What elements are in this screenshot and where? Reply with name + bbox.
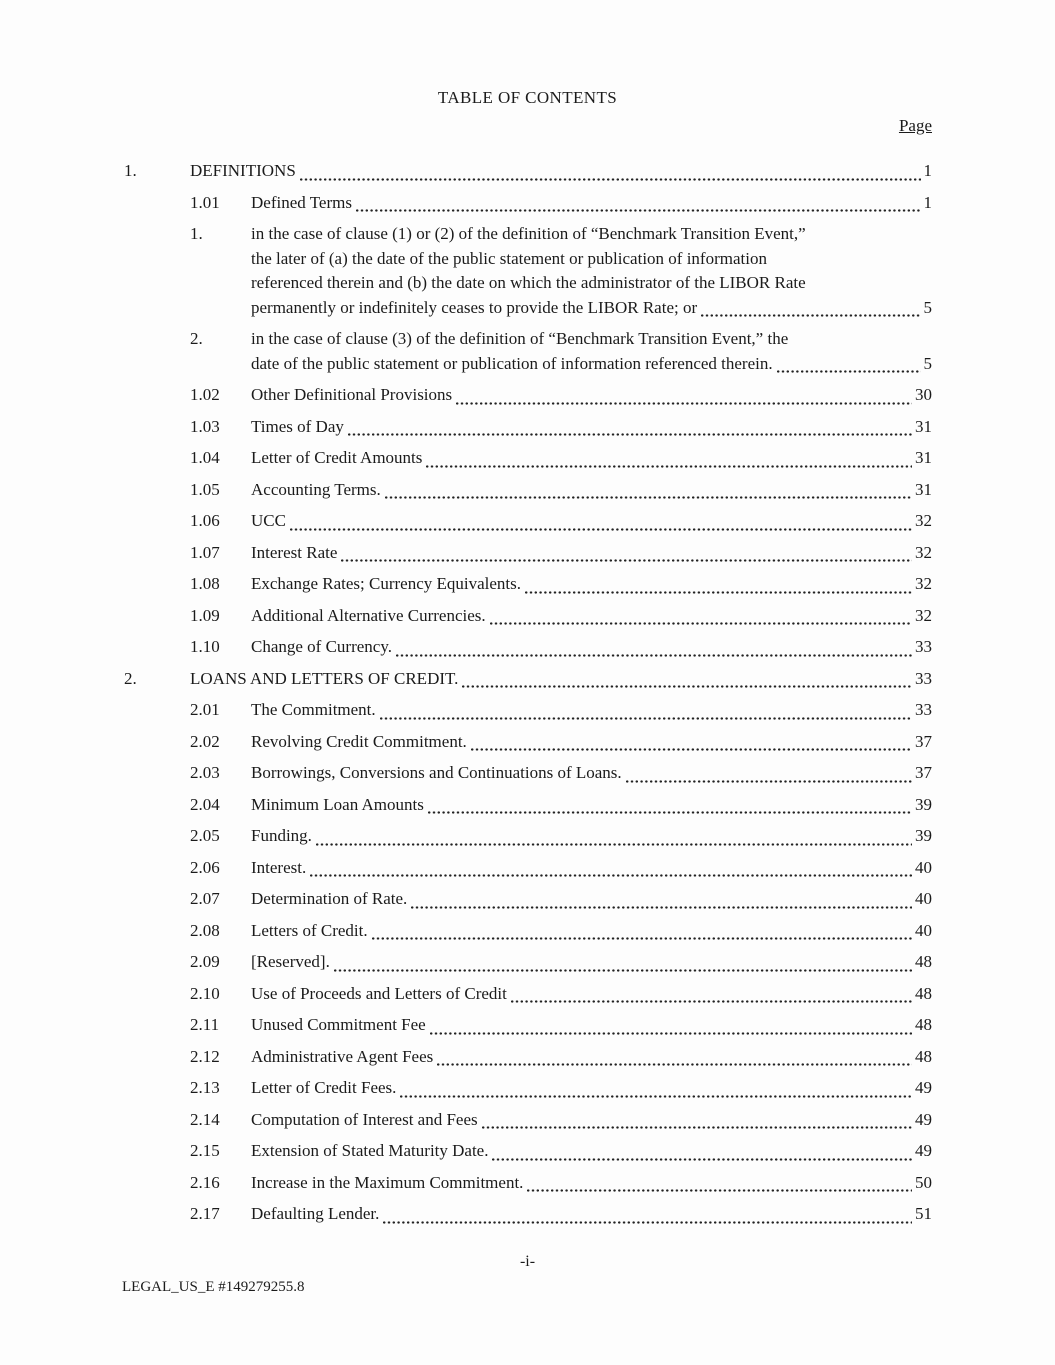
toc-entry-line <box>251 191 932 216</box>
toc-entry <box>124 604 932 629</box>
toc-entry <box>124 856 932 881</box>
toc-entry <box>124 824 932 849</box>
toc-entry-body <box>251 793 932 818</box>
toc-entry <box>124 1171 932 1196</box>
toc-entry-line: in the case of clause (3) of the definition of “Benchmark Transition Event,” the <box>251 329 789 348</box>
toc-entry-number: 1. <box>190 224 203 243</box>
toc-entry <box>124 919 932 944</box>
toc-entry-number: 1.06 <box>190 511 220 530</box>
toc-entry-line <box>251 478 932 503</box>
toc-entry-number: 2.16 <box>190 1172 220 1192</box>
toc-entry <box>124 541 932 566</box>
toc-entry <box>124 1202 932 1227</box>
toc-entry-line: referenced therein and (b) the date on which the administrator of the LIBOR Rate <box>251 273 806 292</box>
toc-entry-number: 2.11 <box>190 1015 220 1034</box>
toc-entry-line <box>251 572 932 597</box>
dot-leader <box>471 748 912 751</box>
toc-page-number: 48 <box>915 1046 932 1066</box>
toc-entry-title: Times of Day <box>251 416 344 436</box>
dot-leader <box>492 1158 912 1161</box>
toc-page-number: 40 <box>915 920 932 940</box>
toc-entry-body <box>251 730 932 755</box>
dot-leader <box>462 685 912 688</box>
dot-leader <box>411 906 912 909</box>
toc-entry-title: date of the public statement or publication of information referenced therein. <box>251 353 773 373</box>
dot-leader <box>396 654 912 657</box>
toc-entry-title: Determination of Rate. <box>251 889 408 908</box>
toc-entry-line <box>251 635 932 660</box>
toc-entry-line <box>251 1202 932 1227</box>
toc-entry <box>124 1076 932 1101</box>
dot-leader <box>525 591 912 594</box>
footer-doc-id: LEGAL_US_E #149279255.8 <box>122 1279 305 1295</box>
toc-entry-body <box>251 572 932 597</box>
toc-entry-line <box>251 1045 932 1070</box>
toc-entry-body <box>251 509 932 534</box>
toc-entry <box>124 698 932 723</box>
toc-entry-title: Letter of Credit Fees. <box>251 1078 397 1097</box>
dot-leader <box>701 314 920 317</box>
toc-entry-line: the later of (a) the date of the public statement or publication of information <box>251 248 767 268</box>
toc-entry-title: Funding. <box>251 826 312 845</box>
footer-page-number: -i- <box>519 1253 536 1270</box>
toc-entry-body <box>251 1013 932 1038</box>
toc-entry-line <box>251 793 932 818</box>
toc-entry-title: LOANS AND LETTERS OF CREDIT. <box>190 668 459 688</box>
dot-leader <box>482 1126 912 1129</box>
dot-leader <box>626 780 912 783</box>
toc-page-number: 32 <box>915 542 932 562</box>
toc-page-number: 37 <box>915 731 932 751</box>
toc-entry-number: 2.12 <box>190 1046 220 1066</box>
toc-entry-title: Extension of Stated Maturity Date. <box>251 1141 489 1160</box>
toc-entry <box>124 383 932 408</box>
toc-entry <box>124 415 932 440</box>
toc-entry-line <box>251 1013 932 1038</box>
toc-entry-title: Defaulting Lender. <box>251 1204 380 1223</box>
toc-page-number: 48 <box>915 1015 932 1034</box>
toc-entry <box>124 887 932 912</box>
toc-entry-number: 2.17 <box>190 1204 220 1223</box>
toc-entry-title: Letters of Credit. <box>251 920 368 940</box>
dot-leader <box>385 496 912 499</box>
toc-page-number: 31 <box>915 479 932 499</box>
toc-entry-title: Interest Rate <box>251 542 338 562</box>
toc-entry-body <box>251 541 932 566</box>
dot-leader <box>348 433 912 436</box>
toc-entry-title: Letter of Credit Amounts <box>251 448 423 467</box>
dot-leader <box>777 370 921 373</box>
toc-entry <box>124 667 932 692</box>
toc-entry-title: Computation of Interest and Fees <box>251 1109 478 1129</box>
toc-page-number: 51 <box>915 1204 932 1223</box>
toc-entry-title: Borrowings, Conversions and Continuations of Loans. <box>251 763 622 782</box>
toc-entry-body <box>251 191 932 216</box>
toc-entry <box>124 761 932 786</box>
toc-entry-line: in the case of clause (1) or (2) of the definition of “Benchmark Transition Event,” <box>251 224 806 243</box>
toc-entry-number: 2.02 <box>190 731 220 751</box>
dot-leader <box>310 874 912 877</box>
toc-page-number: 32 <box>915 511 932 530</box>
toc-entry-line <box>251 352 932 377</box>
toc-entry-line <box>251 541 932 566</box>
toc-entry-body <box>251 222 932 320</box>
toc-entry-body <box>251 698 932 723</box>
toc-entry-body <box>251 604 932 629</box>
dot-leader <box>511 1000 912 1003</box>
toc-entry-number: 2.09 <box>190 952 220 971</box>
dot-leader <box>490 622 912 625</box>
toc-entry-number: 1. <box>124 161 137 180</box>
toc-entry-number: 1.07 <box>190 542 220 562</box>
dot-leader <box>428 811 912 814</box>
toc-entry-line <box>251 698 932 723</box>
toc-entry-number: 1.03 <box>190 416 220 436</box>
toc-page-number: 39 <box>915 826 932 845</box>
toc-entry-body <box>190 159 932 184</box>
toc-entry-line <box>251 919 932 944</box>
toc-entry-number: 2.04 <box>190 794 220 814</box>
toc-page-number: 1 <box>923 161 932 180</box>
toc-entry-line <box>251 950 932 975</box>
toc-entry-number: 2. <box>190 329 203 348</box>
toc-entry-line <box>251 1171 932 1196</box>
toc-entry-number: 1.05 <box>190 479 220 499</box>
toc-entry-title: Interest. <box>251 857 307 877</box>
toc-entry-body <box>190 667 932 692</box>
toc-entry-body <box>251 950 932 975</box>
dot-leader <box>334 969 912 972</box>
toc-page-number: 33 <box>915 700 932 719</box>
toc-entry-title: The Commitment. <box>251 700 376 719</box>
toc-page-number: 48 <box>915 983 932 1003</box>
toc-entry-title: Accounting Terms. <box>251 479 381 499</box>
toc-entry-line <box>190 159 932 184</box>
dot-leader <box>300 178 921 181</box>
page-title: TABLE OF CONTENTS <box>437 88 618 107</box>
toc-entry-line <box>251 887 932 912</box>
toc-page-number: 32 <box>915 574 932 593</box>
dot-leader <box>356 209 921 212</box>
toc-entry-body <box>251 887 932 912</box>
toc-entry-line <box>251 1139 932 1164</box>
toc-entry <box>124 950 932 975</box>
dot-leader <box>383 1221 912 1224</box>
toc-entry-title: Revolving Credit Commitment. <box>251 731 467 751</box>
dot-leader <box>430 1032 912 1035</box>
toc-entry-title: Use of Proceeds and Letters of Credit <box>251 983 507 1003</box>
toc-entry-title: Minimum Loan Amounts <box>251 794 424 814</box>
toc-entry <box>124 509 932 534</box>
toc-entry-body <box>251 635 932 660</box>
toc-entry-title: Administrative Agent Fees <box>251 1046 434 1066</box>
toc-entry-body <box>251 478 932 503</box>
toc-page-number: 48 <box>915 952 932 971</box>
toc-entry-number: 1.04 <box>190 448 220 467</box>
toc-page-number: 31 <box>915 448 932 467</box>
dot-leader <box>527 1189 912 1192</box>
dot-leader <box>316 843 912 846</box>
toc-page-number: 5 <box>923 353 932 373</box>
toc-entry-title: Defined Terms <box>251 192 352 212</box>
toc-entry <box>124 327 932 376</box>
toc-entry-title: DEFINITIONS <box>190 161 296 180</box>
toc-entry-number: 2. <box>124 668 137 688</box>
toc-entry-title: Additional Alternative Currencies. <box>251 605 486 625</box>
toc-entry-number: 2.07 <box>190 889 220 908</box>
toc-entry <box>124 1139 932 1164</box>
toc-entry-body <box>251 1076 932 1101</box>
toc-entry <box>124 1013 932 1038</box>
dot-leader <box>400 1095 912 1098</box>
toc-page-number: 30 <box>915 385 932 404</box>
toc-entry-number: 2.14 <box>190 1109 220 1129</box>
toc-entry-number: 2.15 <box>190 1141 220 1160</box>
toc-entry-number: 1.02 <box>190 385 220 404</box>
toc-entry <box>124 1045 932 1070</box>
toc-entry-title: Exchange Rates; Currency Equivalents. <box>251 574 522 593</box>
toc-entry-line <box>251 415 932 440</box>
toc-entry-line <box>190 667 932 692</box>
toc-entry-body <box>251 1171 932 1196</box>
toc-page-number: 32 <box>915 605 932 625</box>
toc-entry-line <box>251 509 932 534</box>
toc-entry-body <box>251 327 932 376</box>
dot-leader <box>456 402 912 405</box>
toc-entry-line <box>251 1076 932 1101</box>
toc-entry <box>124 730 932 755</box>
toc-entry-title: Change of Currency. <box>251 637 392 656</box>
toc-entry-body <box>251 1202 932 1227</box>
toc-page-number: 31 <box>915 416 932 436</box>
toc-entry-number: 1.01 <box>190 192 220 212</box>
dot-leader <box>290 528 912 531</box>
toc-entry-line <box>251 1108 932 1133</box>
toc-entry-title: permanently or indefinitely ceases to provide the LIBOR Rate; or <box>251 297 698 317</box>
toc-entry-line <box>251 982 932 1007</box>
toc-page-number: 40 <box>915 857 932 877</box>
toc-entry-number: 2.08 <box>190 920 220 940</box>
toc-entry-body <box>251 415 932 440</box>
toc-entry-line <box>251 761 932 786</box>
toc-entry-number: 2.10 <box>190 983 220 1003</box>
toc-entry-body <box>251 1139 932 1164</box>
toc-entry-line <box>251 856 932 881</box>
toc-entry-body <box>251 1108 932 1133</box>
toc-entry <box>124 222 932 320</box>
toc-page-number: 5 <box>923 297 932 317</box>
toc-entry-number: 1.09 <box>190 605 220 625</box>
toc-entry-body <box>251 982 932 1007</box>
toc-entry <box>124 159 932 184</box>
dot-leader <box>437 1063 912 1066</box>
toc-entry-title: [Reserved]. <box>251 952 330 971</box>
toc-entry-body <box>251 761 932 786</box>
dot-leader <box>380 717 912 720</box>
toc-entry <box>124 478 932 503</box>
toc-entry-number: 2.05 <box>190 826 220 845</box>
toc-entry <box>124 446 932 471</box>
toc-entry-body <box>251 856 932 881</box>
toc-entry-title: Increase in the Maximum Commitment. <box>251 1172 524 1192</box>
toc-entry-number: 1.08 <box>190 574 220 593</box>
toc-entry <box>124 982 932 1007</box>
toc-page-number: 37 <box>915 763 932 782</box>
toc-entry-body <box>251 383 932 408</box>
toc-entry-title: UCC <box>251 511 286 530</box>
toc-page-number: 40 <box>915 889 932 908</box>
toc-page-number: 49 <box>915 1109 932 1129</box>
table-of-contents <box>124 159 932 1227</box>
toc-entry <box>124 793 932 818</box>
toc-entry-number: 2.01 <box>190 700 220 719</box>
toc-entry-line <box>251 383 932 408</box>
toc-page-number: 33 <box>915 668 932 688</box>
toc-entry-number: 2.13 <box>190 1078 220 1097</box>
page-column-header: Page <box>898 116 932 135</box>
toc-entry-number: 1.10 <box>190 637 220 656</box>
toc-entry-line <box>251 604 932 629</box>
toc-entry-body <box>251 1045 932 1070</box>
toc-page-number: 50 <box>915 1172 932 1192</box>
toc-entry-line <box>251 446 932 471</box>
toc-entry-body <box>251 919 932 944</box>
toc-page-number: 49 <box>915 1078 932 1097</box>
toc-page-number: 33 <box>915 637 932 656</box>
toc-entry-line <box>251 730 932 755</box>
toc-entry <box>124 1108 932 1133</box>
toc-entry-line <box>251 824 932 849</box>
toc-entry-title: Other Definitional Provisions <box>251 385 453 404</box>
dot-leader <box>341 559 912 562</box>
dot-leader <box>426 465 912 468</box>
toc-entry-title: Unused Commitment Fee <box>251 1015 426 1034</box>
toc-entry-body <box>251 824 932 849</box>
toc-entry-number: 2.03 <box>190 763 220 782</box>
page-column-header-row <box>0 110 1055 138</box>
toc-entry-body <box>251 446 932 471</box>
toc-entry <box>124 191 932 216</box>
toc-entry-number: 2.06 <box>190 857 220 877</box>
toc-page-number: 1 <box>923 192 932 212</box>
dot-leader <box>372 937 912 940</box>
toc-entry-line <box>251 296 932 321</box>
toc-entry <box>124 572 932 597</box>
toc-page-number: 49 <box>915 1141 932 1160</box>
toc-entry <box>124 635 932 660</box>
toc-page-number: 39 <box>915 794 932 814</box>
